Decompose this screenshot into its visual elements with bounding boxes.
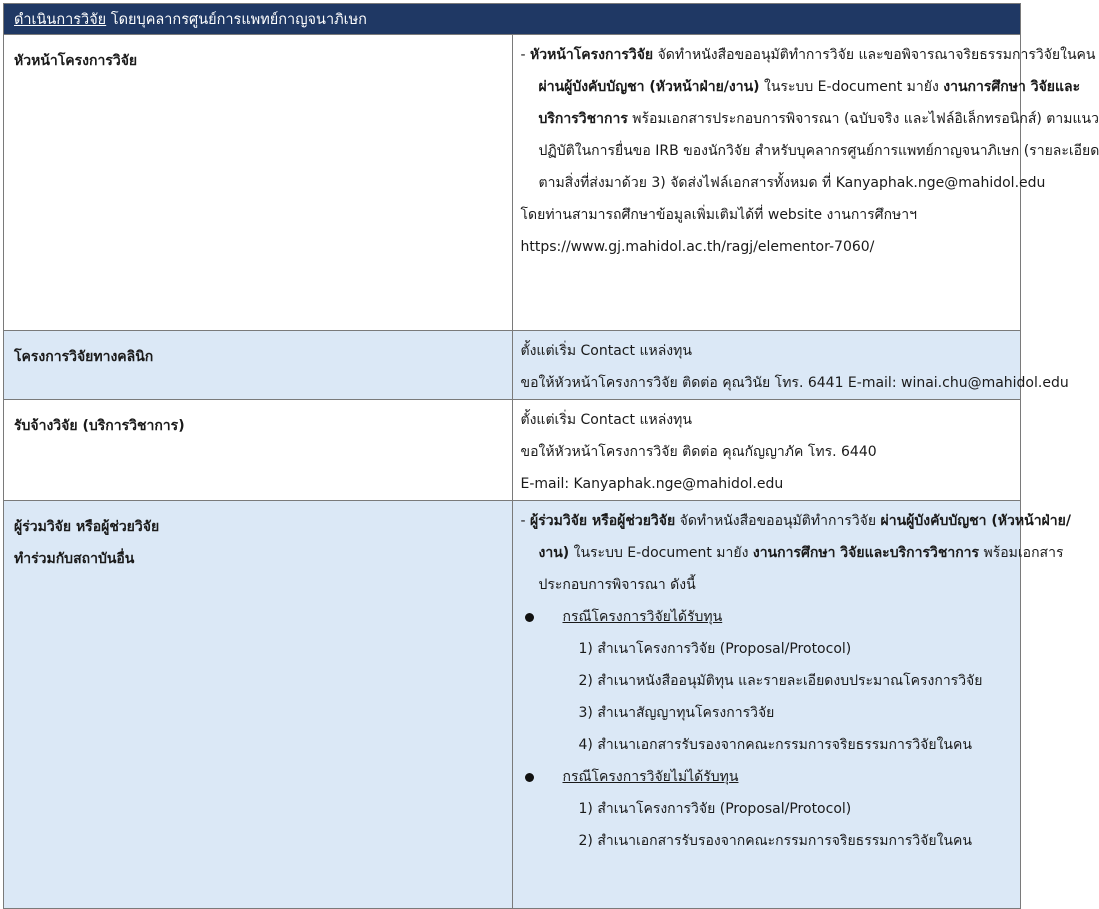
bullet-funded: กรณีโครงการวิจัยได้รับทุน: [521, 601, 1013, 633]
list-item: 1) สำเนาโครงการวิจัย (Proposal/Protocol): [578, 801, 852, 817]
list-item: 1) สำเนาโครงการวิจัย (Proposal/Protocol): [578, 641, 852, 657]
table-header: [4, 4, 1021, 35]
list-item: 4) สำเนาเอกสารรับรองจากคณะกรรมการจริยธรรมการวิจัยในคน: [578, 737, 972, 753]
list-item: 2) สำเนาหนังสืออนุมัติทุน และรายละเอียดงบประมาณโครงการวิจัย: [578, 673, 983, 689]
research-procedure-table: [3, 3, 1099, 909]
list-item: 3) สำเนาสัญญาทุนโครงการวิจัย: [578, 705, 775, 721]
header-title-underlined: ดำเนินการวิจัย: [14, 11, 107, 28]
row-content: ตั้งแต่เริ่ม Contact แหล่งทุน ขอให้หัวหน้าโครงการวิจัย ติดต่อ คุณกัญญาภัค โทร. 6440 E-mail: Kanyaphak.nge@mahidol.edu: [512, 400, 1021, 501]
table-row: [4, 501, 1021, 909]
table-row: [4, 35, 1021, 331]
bullet-unfunded: กรณีโครงการวิจัยไม่ได้รับทุน: [521, 761, 1013, 793]
bullet-icon: [525, 773, 534, 782]
row-label: โครงการวิจัยทางคลินิก: [4, 331, 513, 400]
table-row: [4, 331, 1021, 400]
bullet-icon: [525, 613, 534, 622]
website-link[interactable]: https://www.gj.mahidol.ac.th/ragj/elementor-7060/: [520, 239, 875, 255]
row-label: รับจ้างวิจัย (บริการวิชาการ): [4, 400, 513, 501]
list-item: 2) สำเนาเอกสารรับรองจากคณะกรรมการจริยธรรมการวิจัยในคน: [578, 833, 972, 849]
row-label: หัวหน้าโครงการวิจัย: [4, 35, 513, 331]
row-content: - ผู้ร่วมวิจัย หรือผู้ช่วยวิจัย จัดทำหนังสือขออนุมัติทำการวิจัย ผ่านผู้บังคับบัญชา (หัวหน้าฝ่าย/ งาน) ในระบบ E-document มายัง งานการศึกษา วิจัยและบริการวิชาการ พร้อมเอกสาร ประกอบการพิจารณา ดังนี้ กรณีโครงการวิจัยได้รับทุน 1) สำเนาโครงการวิจัย (Proposal/Protocol) 2) สำเนาหนังสืออนุมัติทุน และรายละเอียดงบประมาณโครงการวิจัย 3) สำเนาสัญญาทุนโครงการวิจัย 4) สำเนาเอกสารรับรองจากคณะกรรมการจริยธรรมการวิจัยในคน กรณีโครงการวิจัยไม่ได้รับทุน 1) สำเนาโครงการวิจัย (Proposal/Protocol) 2) สำเนาเอกสารรับรองจากคณะกรรมการจริยธรรมการวิจัยในคน: [512, 501, 1021, 909]
header-title-rest: โดยบุคลากรศูนย์การแพทย์กาญจนาภิเษก: [106, 11, 367, 28]
table-row: [4, 400, 1021, 501]
row-label: ผู้ร่วมวิจัย หรือผู้ช่วยวิจัย ทำร่วมกับสถาบันอื่น: [4, 501, 513, 909]
row-content: - หัวหน้าโครงการวิจัย จัดทำหนังสือขออนุมัติทำการวิจัย และขอพิจารณาจริยธรรมการวิจัยในคน ผ่านผู้บังคับบัญชา (หัวหน้าฝ่าย/งาน) ในระบบ E-document มายัง งานการศึกษา วิจัยและ บริการวิชาการ พร้อมเอกสารประกอบการพิจารณา (ฉบับจริง และไฟล์อิเล็กทรอนิกส์) ตามแนว ปฏิบัติในการยื่นขอ IRB ของนักวิจัย สำหรับบุคลากรศูนย์การแพทย์กาญจนาภิเษก (รายละเอียด ตามสิ่งที่ส่งมาด้วย 3) จัดส่งไฟล์เอกสารทั้งหมด ที่ Kanyaphak.nge@mahidol.edu โดยท่านสามารถศึกษาข้อมูลเพิ่มเติมได้ที่ website งานการศึกษาฯ https://www.gj.mahidol.ac.th/ragj/elementor-7060/: [512, 35, 1021, 331]
row-content: ตั้งแต่เริ่ม Contact แหล่งทุน ขอให้หัวหน้าโครงการวิจัย ติดต่อ คุณวินัย โทร. 6441 E-mail: winai.chu@mahidol.edu: [512, 331, 1021, 400]
